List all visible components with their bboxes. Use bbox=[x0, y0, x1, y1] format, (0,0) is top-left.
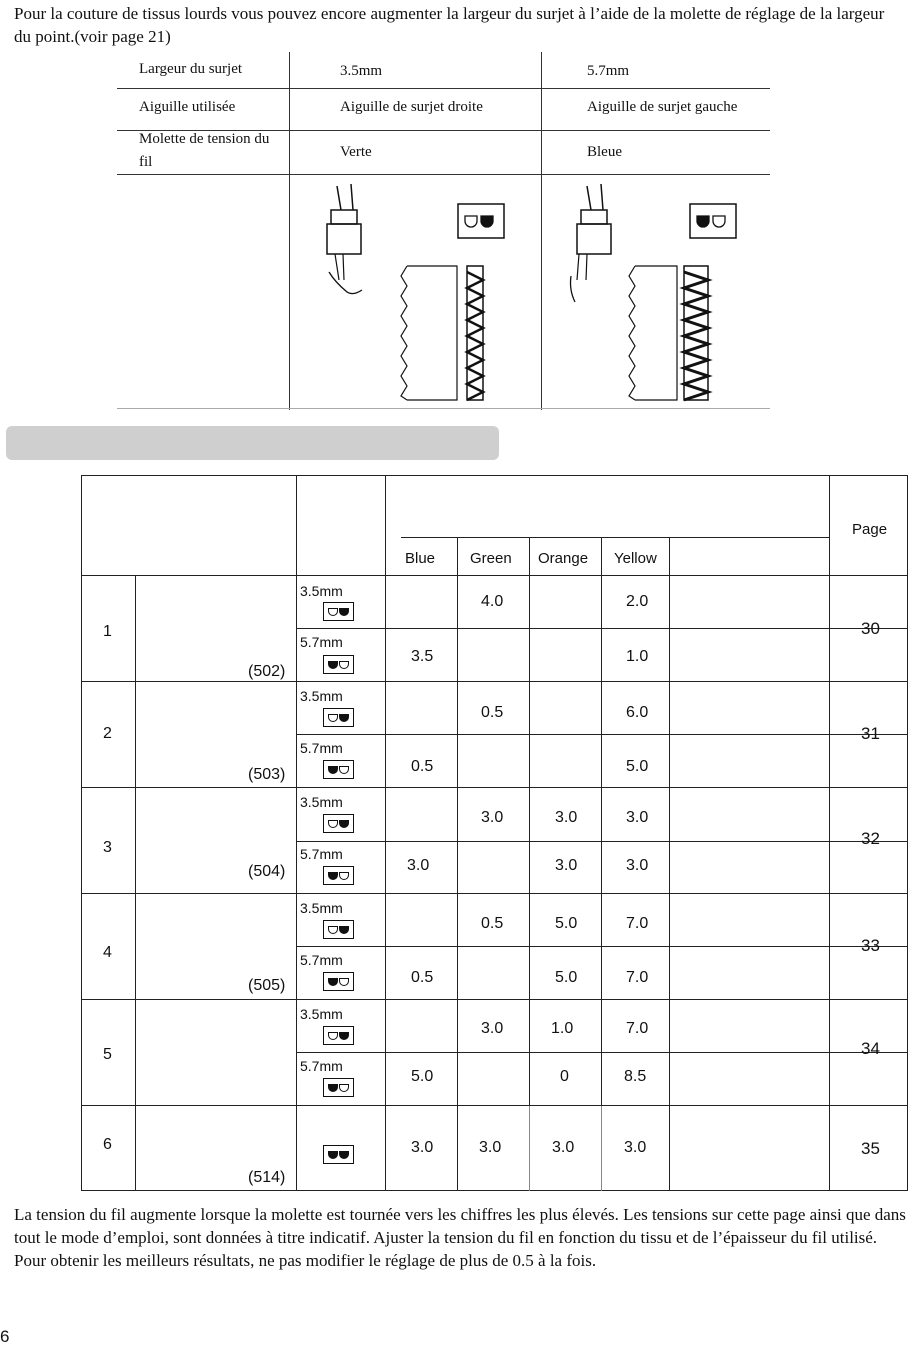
row-5a-width: 3.5mm bbox=[300, 1006, 343, 1022]
needle-right-icon bbox=[323, 920, 354, 939]
top-value-needle-a: Aiguille de surjet droite bbox=[340, 99, 483, 115]
needle-illustration-right bbox=[307, 180, 527, 405]
row-1b-yellow: 1.0 bbox=[626, 648, 649, 665]
needle-illustration-left bbox=[557, 180, 767, 405]
row-1a-width: 3.5mm bbox=[300, 583, 343, 599]
row-2-code: (503) bbox=[248, 766, 286, 783]
row-5b-width: 5.7mm bbox=[300, 1058, 343, 1074]
row-4b-blue: 0.5 bbox=[411, 969, 434, 986]
section-header-bar bbox=[6, 426, 499, 460]
top-label-width: Largeur du surjet bbox=[139, 61, 243, 77]
row-3-page: 32 bbox=[861, 829, 880, 848]
row-4-page: 33 bbox=[861, 936, 880, 955]
row-2-page: 31 bbox=[861, 724, 880, 743]
top-label-needle: Aiguille utilisée bbox=[139, 99, 236, 115]
needle-left-icon bbox=[323, 866, 354, 885]
needle-right-icon bbox=[323, 814, 354, 833]
row-3a-green: 3.0 bbox=[481, 809, 504, 826]
top-value-tension-a: Verte bbox=[340, 144, 372, 160]
row-2a-green: 0.5 bbox=[481, 704, 504, 721]
overlock-width-table bbox=[117, 52, 770, 410]
header-yellow: Yellow bbox=[614, 550, 657, 567]
row-5a-orange: 1.0 bbox=[551, 1020, 574, 1037]
row-3a-orange: 3.0 bbox=[555, 809, 578, 826]
top-value-tension-b: Bleue bbox=[587, 144, 622, 160]
row-1a-yellow: 2.0 bbox=[626, 593, 649, 610]
needle-right-icon bbox=[323, 1026, 354, 1045]
needle-left-icon bbox=[323, 655, 354, 674]
row-4-code: (505) bbox=[248, 977, 286, 994]
row-6-green: 3.0 bbox=[479, 1139, 502, 1156]
row-1-code: (502) bbox=[248, 663, 286, 680]
row-5a-yellow: 7.0 bbox=[626, 1020, 649, 1037]
needle-right-icon bbox=[323, 602, 354, 621]
row-3-number: 3 bbox=[103, 839, 112, 856]
row-5-number: 5 bbox=[103, 1046, 112, 1063]
needle-left-icon bbox=[323, 760, 354, 779]
row-4b-orange: 5.0 bbox=[555, 969, 578, 986]
row-3a-yellow: 3.0 bbox=[626, 809, 649, 826]
row-2-number: 2 bbox=[103, 725, 112, 742]
tension-note-paragraph: La tension du fil augmente lorsque la molette est tournée vers les chiffres les plus élevés. Les tensions sur cette page ainsi que dans tout le mode d’emploi, sont données à titre indicatif. Ajuster la tension du fil en fonction du tissu et de l’épaisseur du fil utilisé. Pour obtenir les meilleurs résultats, ne pas modifier le réglage de plus de 0.5 à la fois. bbox=[14, 1205, 906, 1270]
row-5b-yellow: 8.5 bbox=[624, 1068, 647, 1085]
row-6-number: 6 bbox=[103, 1136, 112, 1153]
tension-settings-table bbox=[81, 475, 908, 1191]
row-2a-width: 3.5mm bbox=[300, 688, 343, 704]
needle-left-icon bbox=[323, 1078, 354, 1097]
row-2b-yellow: 5.0 bbox=[626, 758, 649, 775]
page-number: 6 bbox=[0, 1327, 10, 1346]
row-4b-yellow: 7.0 bbox=[626, 969, 649, 986]
row-4a-orange: 5.0 bbox=[555, 915, 578, 932]
row-5a-green: 3.0 bbox=[481, 1020, 504, 1037]
row-6-orange: 3.0 bbox=[552, 1139, 575, 1156]
row-5b-orange: 0 bbox=[560, 1068, 569, 1085]
top-value-width-a: 3.5mm bbox=[340, 63, 383, 79]
row-1-page: 30 bbox=[861, 619, 880, 638]
row-5b-blue: 5.0 bbox=[411, 1068, 434, 1085]
top-label-tension-1: Molette de tension du bbox=[139, 131, 270, 147]
row-4-number: 4 bbox=[103, 944, 112, 961]
row-6-page: 35 bbox=[861, 1139, 880, 1158]
row-3-code: (504) bbox=[248, 863, 286, 880]
top-value-width-b: 5.7mm bbox=[587, 63, 630, 79]
row-3b-orange: 3.0 bbox=[555, 857, 578, 874]
row-6-code: (514) bbox=[248, 1169, 286, 1186]
row-3b-width: 5.7mm bbox=[300, 846, 343, 862]
row-2b-width: 5.7mm bbox=[300, 740, 343, 756]
row-6-yellow: 3.0 bbox=[624, 1139, 647, 1156]
header-blue: Blue bbox=[405, 550, 436, 567]
needle-right-icon bbox=[323, 708, 354, 727]
top-value-needle-b: Aiguille de surjet gauche bbox=[587, 99, 738, 115]
top-label-tension-2: fil bbox=[139, 154, 153, 170]
row-1b-width: 5.7mm bbox=[300, 634, 343, 650]
row-1a-green: 4.0 bbox=[481, 593, 504, 610]
row-3b-blue: 3.0 bbox=[407, 857, 430, 874]
row-4a-green: 0.5 bbox=[481, 915, 504, 932]
row-3a-width: 3.5mm bbox=[300, 794, 343, 810]
intro-paragraph: Pour la couture de tissus lourds vous pouvez encore augmenter la largeur du surjet à l’aide de la molette de réglage de la largeur du point.(voir page 21) bbox=[14, 4, 885, 46]
header-green: Green bbox=[470, 550, 512, 567]
row-3b-yellow: 3.0 bbox=[626, 857, 649, 874]
row-4a-width: 3.5mm bbox=[300, 900, 343, 916]
row-1-number: 1 bbox=[103, 623, 112, 640]
needle-both-icon bbox=[323, 1145, 354, 1164]
row-5-page: 34 bbox=[861, 1039, 880, 1058]
row-4a-yellow: 7.0 bbox=[626, 915, 649, 932]
row-2a-yellow: 6.0 bbox=[626, 704, 649, 721]
header-orange: Orange bbox=[538, 550, 589, 567]
header-page: Page bbox=[852, 521, 888, 538]
needle-left-icon bbox=[323, 972, 354, 991]
row-4b-width: 5.7mm bbox=[300, 952, 343, 968]
row-6-blue: 3.0 bbox=[411, 1139, 434, 1156]
row-1b-blue: 3.5 bbox=[411, 648, 434, 665]
row-2b-blue: 0.5 bbox=[411, 758, 434, 775]
